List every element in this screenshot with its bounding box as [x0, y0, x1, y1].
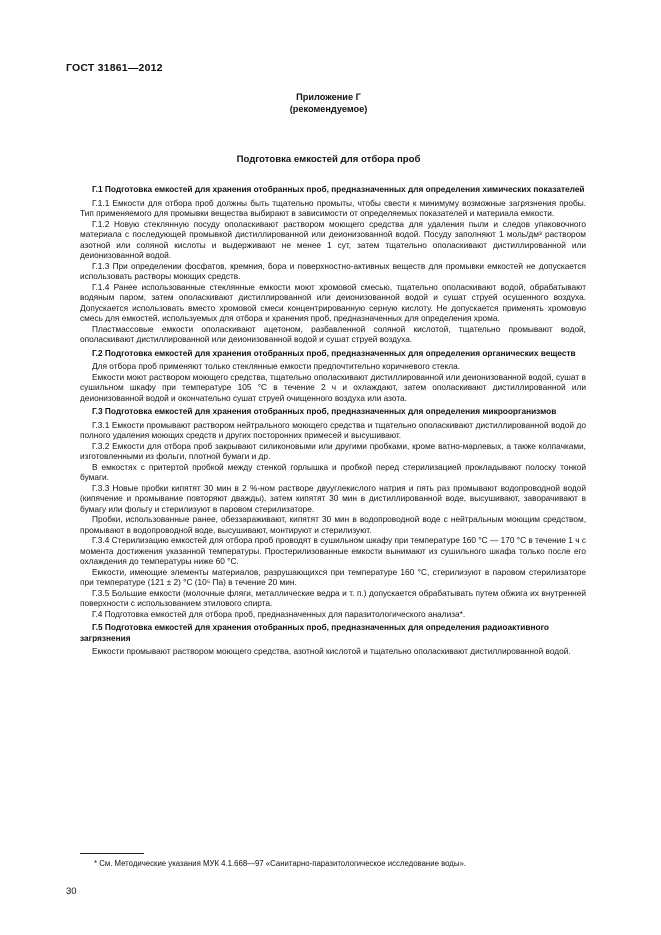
footnote: * См. Методические указания МУК 4.1.668—97 «Санитарно-паразитологическое исследование воды».	[94, 859, 466, 868]
annex-heading	[66, 91, 591, 115]
section-heading: Г.2 Подготовка емкостей для хранения отобранных проб, предназначенных для определения органических веществ	[92, 347, 576, 358]
annex-title: Приложение Г	[296, 92, 361, 102]
paragraph: Пластмассовые емкости ополаскивают ацетоном, разбавленной соляной кислотой, тщательно промывают водой, ополаскивают дистиллированной или деионизованной водой и сушат струей воздуха.	[80, 323, 586, 344]
paragraph: Емкости промывают раствором моющего средства, азотной кислотой и тщательно ополаскивают дистиллированной водой.	[92, 646, 571, 656]
page-number: 30	[66, 886, 77, 897]
paragraph: Г.4 Подготовка емкостей для отбора проб, предназначенных для паразитологического анализа*.	[92, 608, 466, 619]
paragraph: Г.3.4 Стерилизацию емкостей для отбора проб проводят в сушильном шкафу при температуре 160 °С — 170 °С в течение 1 ч с момента достижения указанной температуры. Простерилизованные емкости вынимают из сушильного шкафа только после его охлаждения до температуры ниже 60 °С.	[80, 535, 586, 566]
paragraph: Емкости моют раствором моющего средства, тщательно ополаскивают дистиллированной или деионизованной водой, сушат в сушильном шкафу при температуре 105 °С в течение 2 ч и охлаждают, затем ополаскивают дистиллированной или деионизованной водой и окончательно сушат струей очищенного воздуха или азота.	[80, 371, 586, 403]
section-heading: Г.1 Подготовка емкостей для хранения отобранных проб, предназначенных для определения химических показателей	[92, 184, 585, 194]
section-heading: Г.5 Подготовка емкостей для хранения отобранных проб, предназначенных для определения радиоактивного загрязнения	[80, 622, 549, 643]
paragraph: Г.3.3 Новые пробки кипятят 30 мин в 2 %-ном растворе двууглекислого натрия и пять раз промывают водопроводной водой (кипячение и промывание повторяют дважды), затем кипятят 30 мин в дистиллированной воде, высушивают, заворачивают в бумагу или фольгу и стерилизуют в паровом стерилизаторе.	[80, 482, 586, 514]
paragraph: Емкости, имеющие элементы материалов, разрушающихся при температуре 160 °С, стерилизуют в паровом стерилизаторе при температуре (121 ± 2) °С (10⁵ Па) в течение 20 мин.	[80, 566, 586, 587]
paragraph: Пробки, использованные ранее, обеззараживают, кипятят 30 мин в водопроводной воде с нейтральным моющим средством, промывают в водопроводной воде, высушивают, монтируют и стерилизуют.	[80, 514, 586, 535]
paragraph: Г.1.4 Ранее использованные стеклянные емкости моют хромовой смесью, тщательно ополаскивают водой, обрабатывают водяным паром, затем ополаскивают дистиллированной или деионизованной водой и сушат струей осушенного воздуха. Допускается использовать вместо хромовой смеси концентрированную серную кислоту. Не допускается применять хромовую смесь для емкостей, используемых для отбора и хранения проб, предназначенных для определения хрома.	[80, 281, 586, 323]
standard-header: ГОСТ 31861—2012	[66, 62, 163, 74]
paragraph: Г.3.5 Большие емкости (молочные фляги, металлические ведра и т. п.) допускается обрабатывать путем обжига их внутренней поверхности с использованием этилового спирта.	[80, 587, 586, 608]
paragraph: В емкостях с притертой пробкой между стенкой горлышка и пробкой перед стерилизацией прокладывают полоску тонкой бумаги.	[80, 461, 586, 482]
paragraph: Г.3.2 Емкости для отбора проб закрывают силиконовыми или другими пробками, кроме ватно-марлевых, а также колпачками, изготовленными из фольги, плотной бумаги и др.	[80, 440, 586, 461]
document-title: Подготовка емкостей для отбора проб	[236, 154, 421, 165]
paragraph: Г.1.2 Новую стеклянную посуду ополаскивают раствором моющего средства для удаления пыли и следов упаковочного материала с последующей промывкой дистиллированной или деионизованной водой. Посуду заполняют 1 моль/дм³ раствором азотной или соляной кислоты и выдерживают не менее 1 сут, затем тщательно ополаскивают дистиллированной или деионизованной водой.	[80, 218, 586, 260]
paragraph: Для отбора проб применяют только стеклянные емкости предпочтительно коричневого стекла.	[92, 361, 461, 371]
paragraph: Г.3.1 Емкости промывают раствором нейтрального моющего средства и тщательно ополаскивают дистиллированной водой до полного удаления моющих средств и других посторонних примесей и высушивают.	[80, 419, 586, 440]
paragraph: Г.1.1 Емкости для отбора проб должны быть тщательно промыты, чтобы свести к минимуму возможные загрязнения пробы. Тип применяемого для промывки вещества выбирают в зависимости от определяемых показателей и материала емкости.	[80, 197, 586, 218]
paragraph: Г.1.3 При определении фосфатов, кремния, бора и поверхностно-активных веществ для промывки емкостей не допускается использовать растворы моющих средств.	[80, 260, 586, 281]
section-heading: Г.3 Подготовка емкостей для хранения отобранных проб, предназначенных для определения микроорганизмов	[92, 406, 557, 416]
annex-status: (рекомендуемое)	[289, 104, 368, 114]
footnote-rule	[80, 853, 144, 854]
document-body	[80, 181, 586, 657]
